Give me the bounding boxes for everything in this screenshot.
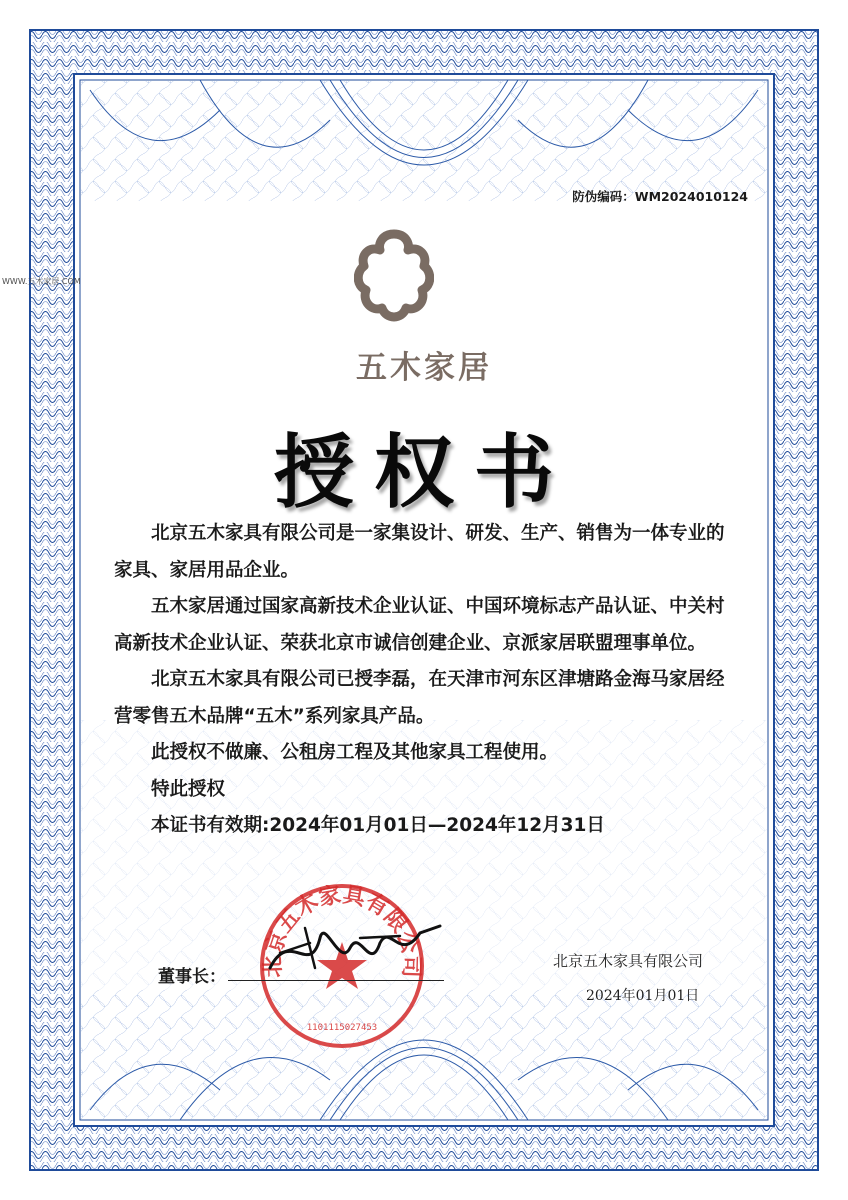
signature-line bbox=[228, 980, 444, 981]
paragraph-restriction: 此授权不做廉、公租房工程及其他家具工程使用。 bbox=[151, 742, 559, 763]
issue-date: 2024年01月01日 bbox=[586, 988, 700, 1004]
issuer-company: 北京五木家具有限公司 bbox=[553, 952, 704, 970]
side-watermark: WWW.五木家居.COM bbox=[2, 277, 81, 286]
chairman-label: 董事长： bbox=[158, 967, 226, 987]
anti-counterfeit-code: 防伪编码：WM2024010124 bbox=[572, 189, 748, 204]
seal-number: 1101115027453 bbox=[306, 1023, 378, 1033]
paragraph-certifications: 五木家居通过国家高新技术企业认证、中国环境标志产品认证、中关村高新技术企业认证、荣获北京市诚信创建企业、京派家居联盟理事单位。 bbox=[114, 596, 725, 654]
authorization-body bbox=[114, 516, 726, 845]
paragraph-closing: 特此授权 bbox=[151, 778, 226, 800]
brand-name: 五木家居 bbox=[356, 350, 492, 386]
validity-period: 本证书有效期:2024年01月01日—2024年12月31日 bbox=[151, 815, 605, 836]
page-title: 授权书 bbox=[274, 425, 574, 519]
seal-text: 北京五木家具有限公司 bbox=[259, 881, 425, 978]
paragraph-authorization: 北京五木家具有限公司已授李磊，在天津市河东区津塘路金海马家居经营零售五木品牌“五木”系列家具产品。 bbox=[114, 669, 725, 727]
paragraph-intro: 北京五木家具有限公司是一家集设计、研发、生产、销售为一体专业的家具、家居用品企业。 bbox=[114, 523, 725, 581]
brand-logo-icon bbox=[354, 228, 434, 328]
chairman-signature bbox=[250, 908, 450, 988]
